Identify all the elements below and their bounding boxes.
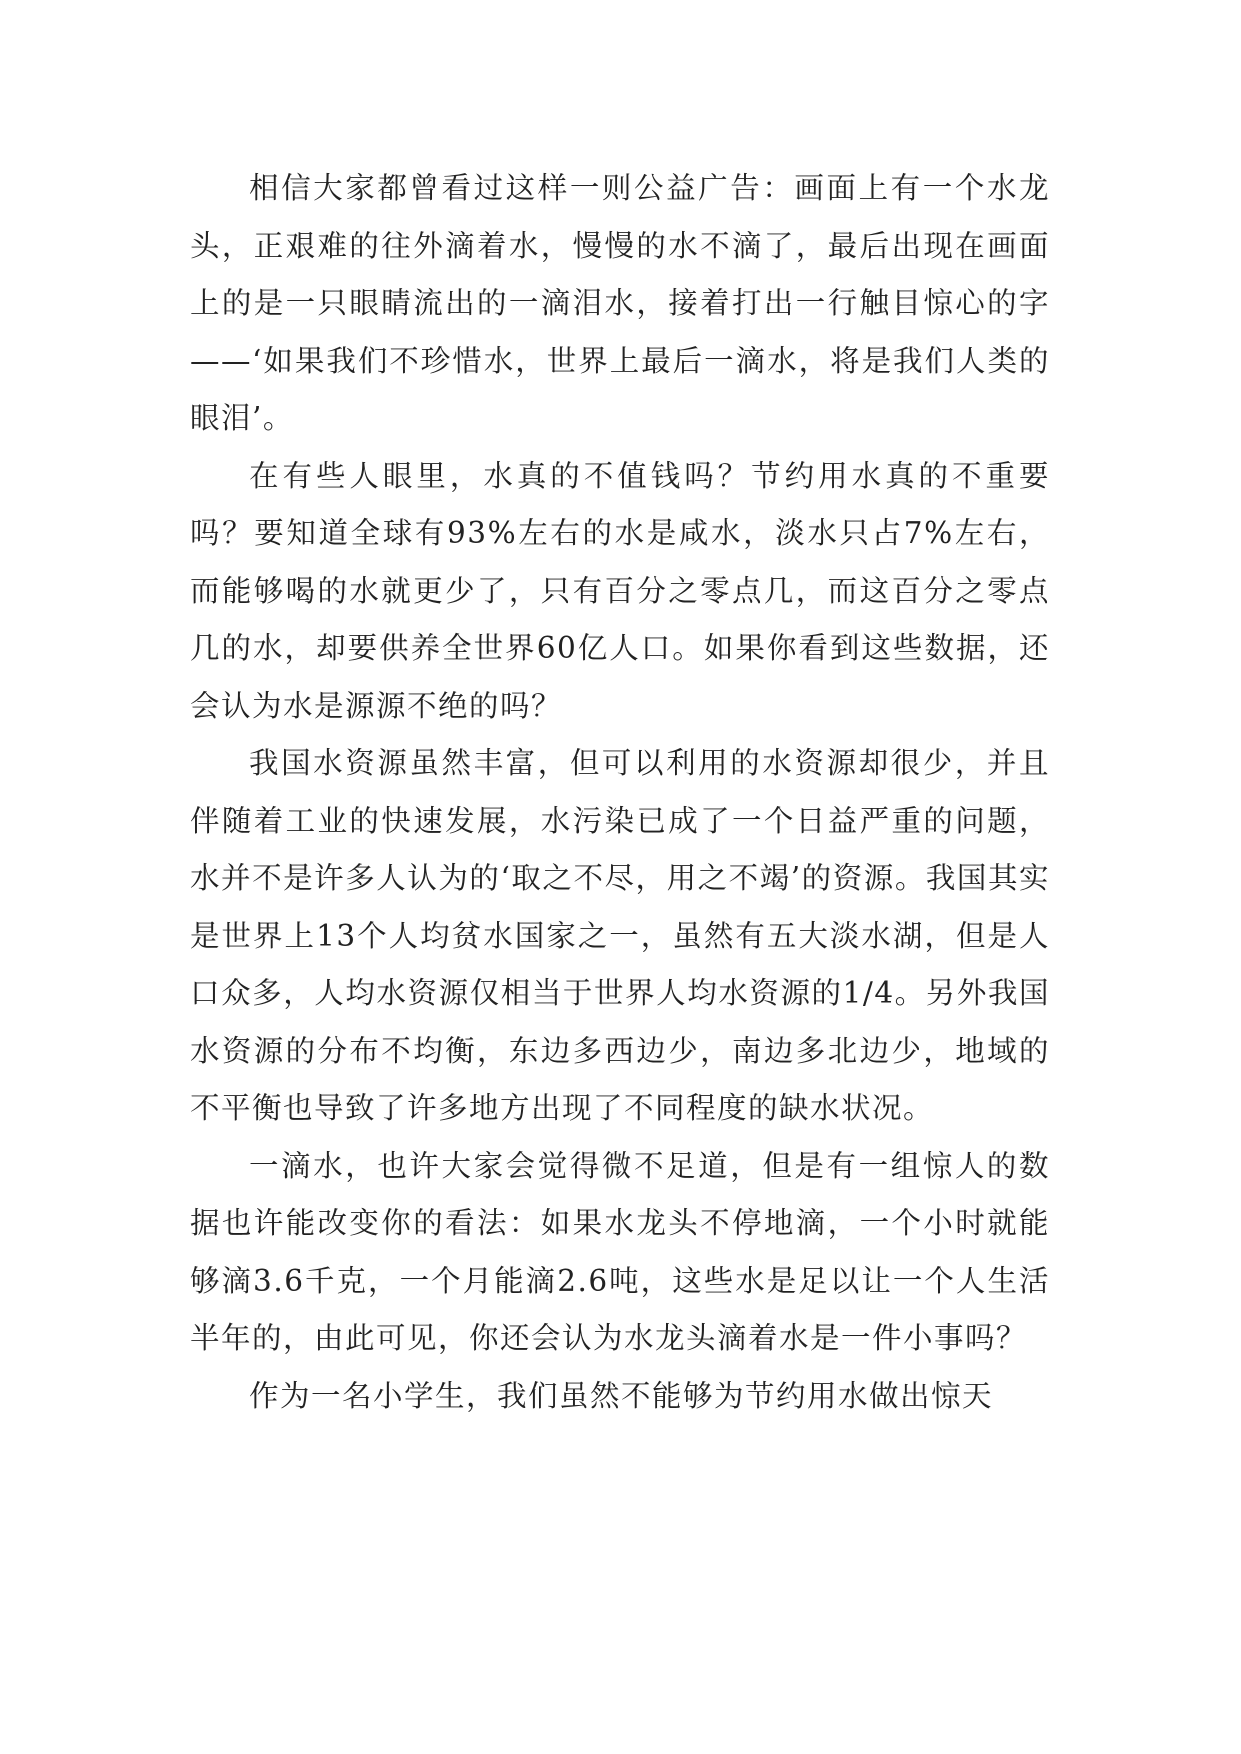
paragraph-2: 在有些人眼里，水真的不值钱吗？节约用水真的不重要吗？要知道全球有93%左右的水是咸水，淡水只占7%左右，而能够喝的水就更少了，只有百分之零点几，而这百分之零点几的水，却要供养全世界60亿人口。如果你看到这些数据，还会认为水是源源不绝的吗？	[190, 458, 1050, 723]
paragraph-3: 我国水资源虽然丰富，但可以利用的水资源却很少，并且伴随着工业的快速发展，水污染已成了一个日益严重的问题，水并不是许多人认为的‘取之不尽，用之不竭’的资源。我国其实是世界上13个人均贫水国家之一，虽然有五大淡水湖，但是人口众多，人均水资源仅相当于世界人均水资源的1/4。另外我国水资源的分布不均衡，东边多西边少，南边多北边少，地域的不平衡也导致了许多地方出现了不同程度的缺水状况。	[190, 746, 1050, 1125]
paragraph-4: 一滴水，也许大家会觉得微不足道，但是有一组惊人的数据也许能改变你的看法：如果水龙头不停地滴，一个小时就能够滴3.6千克，一个月能滴2.6吨，这些水是足以让一个人生活半年的，由此可见，你还会认为水龙头滴着水是一件小事吗？	[190, 1148, 1050, 1355]
paragraph-1: 相信大家都曾看过这样一则公益广告：画面上有一个水龙头，正艰难的往外滴着水，慢慢的水不滴了，最后出现在画面上的是一只眼睛流出的一滴泪水，接着打出一行触目惊心的字——‘如果我们不珍惜水，世界上最后一滴水，将是我们人类的眼泪’。	[190, 171, 1050, 435]
document-body	[190, 160, 1050, 1425]
paragraph-5: 作为一名小学生，我们虽然不能够为节约用水做出惊天	[249, 1378, 994, 1413]
